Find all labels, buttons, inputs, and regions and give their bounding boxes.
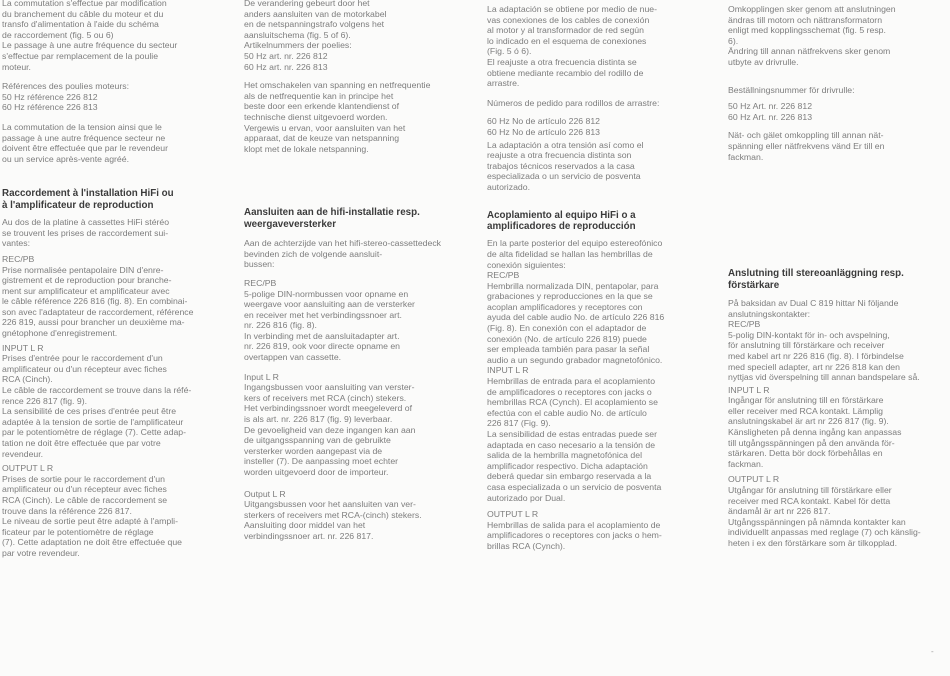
output-text: Uitgangsbussen voor het aansluiten van ver- sterkers of receivers met RCA-(cinch) stekers. Aansluiting door middel van het verbindingssnoer art. nr. 226 817. [244, 499, 422, 541]
output-label: Output L R [244, 488, 286, 499]
recpb-text: 5-polig DIN-kontakt för in- och avspelning, för anslutning till förstärkare och receiver med kabel art nr 226 816 (fig. 8). I förbindelse med speciell adapter, art nr 226 818 kan den nyttjas vid överspelning till annan bandspelare så. [728, 329, 920, 383]
pulley-refs: 50 Hz Art. nr. 226 812 60 Hz Art. nr. 226 813 [728, 101, 813, 122]
section-intro: Aan de achterzijde van het hifi-stereo-cassettedeck bevinden zich de volgende aansluit- bussen: [244, 238, 442, 270]
section-heading: Raccordement à l'installation HiFi ou à l'amplificateur de reproduction [2, 188, 174, 211]
section-heading: Anslutning till stereoanläggning resp. förstärkare [728, 268, 904, 291]
section-intro: Au dos de la platine à cassettes HiFi stéréo se trouvent les prises de raccordement sui- vantes: [2, 217, 170, 249]
column-swedish [728, 0, 946, 549]
column-french [2, 0, 224, 559]
output-text: Prises de sortie pour le raccordement d'un amplificateur ou d'un récepteur avec fiches RCA (Cinch). Le câble de raccordement se trouve dans la référence 226 817. Le niveau de sortie peut être adapté à l'ampli- ficateur par le potentiomètre de réglage (7). Cette adaptation ne doit être effectuée que par votre revendeur. [2, 473, 182, 558]
section-intro: En la parte posterior del equipo estereofónico de alta fidelidad se hallan las hembrillas de conexión siguientes: [487, 238, 663, 270]
pulley-refs-title: Références des poulies moteurs: [2, 81, 129, 92]
service-note: Nät- och gälet omkoppling till annan nät- spänning eller nätfrekvens vänd Er till en fackman. [728, 130, 885, 162]
input-text: Ingångar för anslutning till en förstärkare eller receiver med RCA kontakt. Lämplig anslutningskabel är art nr 226 817 (fig. 9). Känsligheten på denna ingång kan anpassas till utgångsspänningen på den använda för- stärkaren. Detta bör dock förbehållas en fackman. [728, 395, 902, 469]
output-text: Hembrillas de salida para el acoplamiento de amplificadores o receptores con jacks o hem- brillas RCA (Cynch). [487, 519, 662, 551]
section-heading: Aansluiten aan de hifi-installatie resp. weergaveversterker [244, 207, 420, 230]
output-label: OUTPUT L R [2, 463, 54, 474]
recpb-label: REC/PB [2, 253, 35, 264]
input-text: Prises d'entrée pour le raccordement d'un amplificateur ou d'un récepteur avec fiches RCA (Cinch). Le câble de raccordement se trouve dans la réfé- rence 226 817 (fig. 9). La sensibilité de ces prises d'entrée peut être adaptée à la tension de sortie de l'amplificateur par le potentiomètre de réglage (7). Cette adap- tation ne doit être effectuée que par votre revendeur. [2, 353, 192, 459]
voltage-paragraph: La commutation s'effectue par modification du branchement du câble du moteur et du transfo d'alimentation à l'aide du schéma de raccordement (fig. 5 ou 6) Le passage à une autre fréquence du secteur s'effectue par remplacement de la poulie moteur. [2, 0, 178, 72]
service-note: La commutation de la tension ainsi que le passage à une autre fréquence secteur ne doivent être effectuée que par le revendeur ou un service après-vente agréé. [2, 121, 168, 164]
output-text: Utgångar för anslutning till förstärkare eller receiver med RCA kontakt. Kabel för detta ändamål är art nr 226 817. Utgångsspänningen på nämnda kontakter kan individuellt anpassas med reglage (7) och känslig- heten i ex den förstärkare som är tilkopplad. [728, 485, 921, 548]
recpb-label: REC/PB [244, 277, 277, 288]
recpb-label: REC/PB [728, 319, 761, 330]
recpb-text: Hembrilla normalizada DIN, pentapolar, para grabaciones y reproducciones en la que se acoplan amplificadores y receptores con ayuda del cable audio No. de artículo 226 816 (Fig. 8). En conexión con el adaptador de conexión (No. de artículo 226 819) puede ser empleada también para pasar la señal audio a un segundo grabador magnetofónico. [487, 280, 665, 365]
input-text: Ingangsbussen voor aansluiting van verster- kers of receivers met RCA (cinch) stekers. Het verbindingssnoer wordt meegeleverd of is als art. nr. 226 817 (fig. 9) leverbaar. De gevoeligheid van deze ingangen kan aan de uitgangsspanning van de gebruikte versterker worden aangepast via de insteller (7). De aanpassing moet echter worden uitgevoerd door de importeur. [244, 382, 416, 477]
service-note: Het omschakelen van spanning en netfrequentie als de netfrequentie kan in principe het beste door een erkende klantendienst of technische dienst uitgevoerd worden. Vergewis u ervan, voor aansluiten van het apparaat, dat de keuze van netspanning klopt met de lokale netspanning. [244, 80, 431, 154]
column-dutch [244, 0, 476, 542]
section-heading: Acoplamiento al equipo HiFi o a amplificadores de reproducción [487, 209, 636, 232]
service-note: La adaptación a otra tensión así como el reajuste a otra frecuencia distinta son trabajos técnicos reservados a la casa especializada o un servicio de posventa autorizado. [487, 139, 644, 192]
recpb-label: REC/PB [487, 270, 520, 281]
pulley-refs: 60 Hz No de artículo 226 812 60 Hz No de artículo 226 813 [487, 116, 601, 137]
input-label: Input L R [244, 371, 279, 382]
column-spanish [487, 0, 715, 552]
input-text: Hembrillas de entrada para el acoplamiento de amplificadores o receptores con jacks o hembrillas RCA (Cynch). El acoplamiento se efectúa con el cable audio No. de artículo 226 817 (Fig. 9). La sensibilidad de estas entradas puede ser adaptada en caso necesario a la tensión de salida de la hembrilla magnetofónica del amplificador respectivo. Dicha adaptación deberá quedar sin embargo reservada a la casa especializada o un servicio de posventa autorizado por Dual. [487, 376, 662, 503]
voltage-paragraph: Omkopplingen sker genom att anslutningen ändras till motorn och nättransformatorn enligt med kopplingsschemat (fig. 5 resp. 6). Ändring till annan nätfrekvens sker genom utbyte av drivrulle. [728, 4, 896, 67]
pulley-refs-title: Beställningsnummer för drivrulle: [728, 84, 855, 95]
output-label: OUTPUT L R [487, 509, 539, 520]
pulley-refs: 50 Hz art. nr. 226 812 60 Hz art. nr. 226 813 [244, 50, 328, 72]
pulley-refs-title: Números de pedido para rodillos de arrastre: [487, 97, 660, 108]
voltage-paragraph: La adaptación se obtiene por medio de nue- vas conexiones de los cables de conexión al motor y al transformador de red según lo indicado en el esquema de conexiones (Fig. 5 ó 6). El reajuste a otra frecuencia distinta se obtiene mediante recambio del rodillo de arrastre. [487, 4, 658, 89]
input-label: INPUT L R [2, 342, 44, 353]
section-intro: På baksidan av Dual C 819 hittar Ni följande anslutningskontakter: [728, 297, 899, 319]
input-label: INPUT L R [728, 384, 770, 395]
output-label: OUTPUT L R [728, 474, 780, 485]
voltage-paragraph: De verandering gebeurt door het anders aansluiten van de motorkabel en de netspanningstrafo volgens het aansluitschema (fig. 5 of 6). [244, 0, 387, 40]
recpb-text: Prise normalisée pentapolaire DIN d'enre- gistrement et de reproduction pour branche- ment sur amplificateur et amplificateur avec le câble référence 226 816 (fig. 8). En combinai- son avec l'adaptateur de raccordement, référence 226 819, aussi pour brancher un deuxième ma- gnétophone d'enregistrement. [2, 264, 194, 339]
input-label: INPUT L R [487, 365, 529, 376]
pulley-refs-title: Artikelnummers der poelies: [244, 40, 352, 51]
pulley-refs: 50 Hz référence 226 812 60 Hz référence 226 813 [2, 91, 98, 113]
recpb-text: 5-polige DIN-normbussen voor opname en weergave voor aansluiting aan de versterker en receiver met het verbindingssnoer art. nr. 226 816 (fig. 8). In verbinding met de aansluitadapter art. nr. 226 819, ook voor directe opname en overtappen van cassette. [244, 288, 415, 363]
page-mark: - [931, 647, 934, 656]
